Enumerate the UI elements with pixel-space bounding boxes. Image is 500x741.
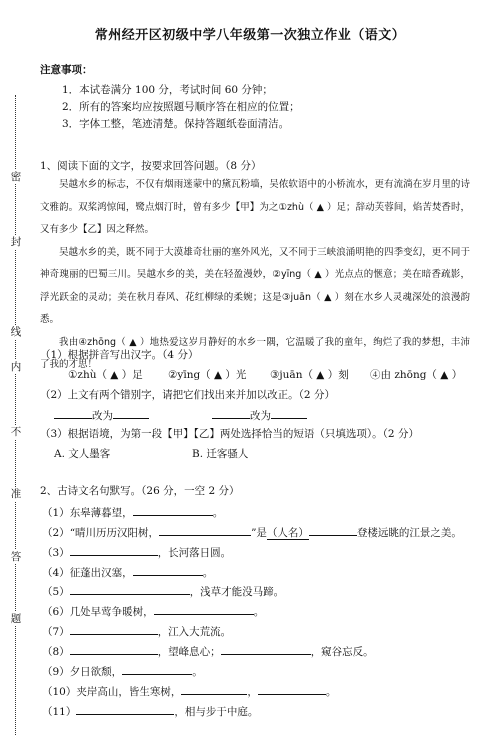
line-number: （3） xyxy=(42,547,70,559)
line-text: 夹岸高山，皆生寒树， xyxy=(76,686,182,698)
line-text: 。 xyxy=(325,686,337,698)
page-title: 常州经开区初级中学八年级第一次独立作业（语文） xyxy=(94,28,406,43)
seal-char: 不 xyxy=(7,425,25,439)
correction-row xyxy=(54,406,149,423)
line-number: （11） xyxy=(42,706,77,718)
answer-blank[interactable] xyxy=(181,682,247,695)
seal-char: 答 xyxy=(7,550,25,564)
notice-item-1: 1．本试卷满分 100 分，考试时间 60 分钟； xyxy=(62,84,273,96)
pinyin-item-4: ④由 zhōng（ ▲ ） xyxy=(370,369,463,381)
line-text: ，浅草才能没马蹄。 xyxy=(189,586,285,598)
poem-line-10 xyxy=(42,682,336,699)
answer-blank[interactable] xyxy=(113,406,149,419)
poem-line-11 xyxy=(42,702,258,719)
seal-char: 封 xyxy=(7,235,25,249)
line-text: ”是 xyxy=(251,527,267,539)
line-text: ，窥谷忘反。 xyxy=(310,646,374,658)
pinyin-item-1: ①zhù（ ▲ ）足 xyxy=(68,369,143,381)
notice-item-2: 2．所有的答案均应按照题号顺序答在相应的位置； xyxy=(62,101,300,113)
line-text: 几处早莺争暖树， xyxy=(69,606,154,618)
line-text: 征蓬出汉塞， xyxy=(69,567,133,579)
answer-blank[interactable] xyxy=(70,582,190,595)
change-label: 改为 xyxy=(92,410,113,422)
line-number: （6） xyxy=(42,606,70,618)
option-b: B. 迁客骚人 xyxy=(192,448,249,460)
line-number: （7） xyxy=(42,626,70,638)
answer-blank[interactable] xyxy=(271,406,307,419)
answer-blank[interactable] xyxy=(70,622,158,635)
poem-line-9 xyxy=(42,662,203,679)
poem-line-1 xyxy=(42,503,223,520)
line-number: （2） xyxy=(42,527,70,539)
poem-line-3 xyxy=(42,543,231,560)
pinyin-item-3: ③juān（ ▲ ）刻 xyxy=(270,369,349,381)
seal-char: 准 xyxy=(7,487,25,501)
seal-char: 密 xyxy=(7,170,25,184)
answer-blank[interactable] xyxy=(154,602,254,615)
question-1-stem: 1、阅读下面的文字，按要求回答问题。（8 分） xyxy=(40,160,262,172)
answer-blank[interactable] xyxy=(122,662,192,675)
passage-paragraph-3: 我由④zhōng（ ▲ ）地热爱这岁月静好的水乡一隅，它温暖了我的童年，绚烂了我的梦想，丰沛了我的才思！ xyxy=(40,336,470,370)
line-text: 登楼远眺的江景之美。 xyxy=(356,527,462,539)
question-2-stem: 2、古诗文名句默写。（26 分，一空 2 分） xyxy=(40,485,240,497)
line-text: ，相与步于中庭。 xyxy=(174,706,259,718)
poem-line-4 xyxy=(42,563,213,580)
poem-line-5 xyxy=(42,582,284,599)
line-text: ，长河落日圆。 xyxy=(157,547,232,559)
line-text: 。 xyxy=(212,507,224,519)
line-text: “晴川历历汉阳树， xyxy=(69,527,160,539)
seal-dotted-line xyxy=(15,95,16,735)
answer-blank[interactable] xyxy=(133,503,213,516)
line-number: （1） xyxy=(42,507,70,519)
poem-line-8 xyxy=(42,642,374,659)
line-number: （9） xyxy=(42,666,70,678)
poem-line-6 xyxy=(42,602,264,619)
change-label: 改为 xyxy=(250,410,271,422)
line-number: （8） xyxy=(42,646,70,658)
answer-blank[interactable] xyxy=(159,523,251,536)
line-text: 。 xyxy=(192,666,203,678)
notice-heading: 注意事项： xyxy=(40,64,93,76)
line-text: 。 xyxy=(253,606,265,618)
answer-blank[interactable] xyxy=(70,642,158,655)
seal-line xyxy=(4,95,28,735)
option-a: A. 文人墨客 xyxy=(54,448,111,460)
seal-char: 线 xyxy=(7,325,25,339)
poem-line-7 xyxy=(42,622,231,639)
line-text: 。 xyxy=(202,567,214,579)
question-1-2-label: （2）上文有两个错别字，请把它们找出来并加以改正。（2 分） xyxy=(40,389,335,401)
notice-item-3: 3．字体工整，笔迹清楚。保持答题纸卷面清洁。 xyxy=(62,118,290,130)
poem-line-2 xyxy=(42,523,462,540)
question-1-1-label: （1）根据拼音写出汉字。（4 分） xyxy=(40,349,199,361)
line-text: ，望峰息心； xyxy=(157,646,221,658)
line-text: 东皋薄暮望， xyxy=(69,507,133,519)
line-text: ， xyxy=(247,686,258,698)
line-text: 夕日欲颓， xyxy=(69,666,123,678)
line-number: （4） xyxy=(42,567,70,579)
answer-blank[interactable] xyxy=(258,682,326,695)
seal-char: 内 xyxy=(7,360,25,374)
line-number: （5） xyxy=(42,586,70,598)
passage-paragraph-2: 吴越水乡的美，既不同于大漠雄奇壮丽的塞外风光，又不同于三峡浪涌明艳的四季变幻，更不同于神奇瑰丽的巴蜀三川。吴越水乡的美，美在轻盈漫妙，②yīng（ ▲ ）光点点的惬意；美在暗香疏影，浮光跃金的灵动；美在秋月春风、花红柳绿的柔婉；这是③juān（ ▲ ）刻在水乡人灵魂深处的浪漫韵悉。 xyxy=(40,246,470,325)
seal-char: 题 xyxy=(7,612,25,626)
answer-blank[interactable] xyxy=(133,563,203,576)
pinyin-item-2: ②yīng（ ▲ ）光 xyxy=(168,369,247,381)
answer-blank[interactable] xyxy=(309,523,357,536)
line-text: （人名） xyxy=(266,527,309,539)
answer-blank[interactable] xyxy=(54,406,92,419)
answer-blank[interactable] xyxy=(70,543,158,556)
answer-blank[interactable] xyxy=(221,642,311,655)
passage-paragraph-1: 吴越水乡的标志，不仅有烟雨迷蒙中的黛瓦粉墙，吴侬软语中的小桥流水，更有流淌在岁月里的诗文雅韵。双桨鸿惊闻，鹭点烟汀时，曾有多少【甲】为之①zhù（ ▲ ）足；辞动芙蓉间，焰苦焚香时，又有多少【乙】因之释然。 xyxy=(40,179,470,235)
correction-row xyxy=(212,406,307,423)
question-1-3-label: （3）根据语境，为第一段【甲】【乙】两处选择恰当的短语（只填选项）。（2 分） xyxy=(40,428,419,440)
answer-blank[interactable] xyxy=(212,406,250,419)
line-text: ，江入大荒流。 xyxy=(157,626,232,638)
answer-blank[interactable] xyxy=(76,702,174,715)
line-number: （10） xyxy=(42,686,77,698)
